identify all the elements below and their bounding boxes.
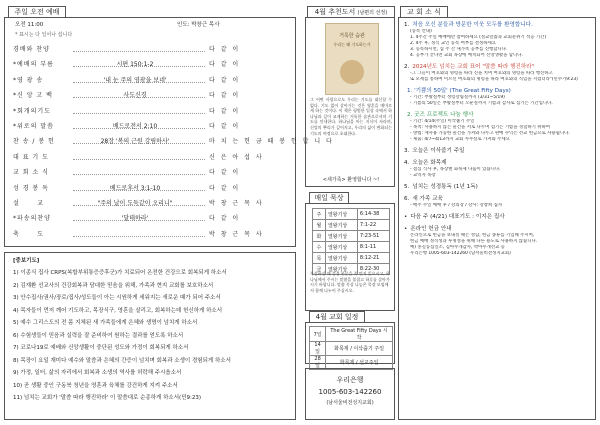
prayer-item: 11) 넘치는 교회가 '말씀 따라 행진하라' 이 말씀대로 순종하게 하소서(민9:23) [13, 395, 201, 401]
order-row [13, 197, 301, 210]
news-item-line: (등록 안내) [410, 29, 432, 34]
order-label: 축 도 [13, 230, 45, 238]
schedule-event: 화목제 / 이삭줍기 주일 [326, 342, 393, 356]
prayer-title: [중보기도] [13, 258, 40, 264]
news-item-line: - 방법: 재사용 가능한 물건을 가져와 나누고 판매 수익은 선교 헌금으로 사용됩니다. [410, 131, 570, 136]
news-item-number: • [404, 226, 408, 232]
new-family-tagline: <새가족> 환영합니다 ~! [322, 177, 380, 183]
order-participant: 박 창 근 목 사 [209, 230, 264, 238]
order-participant: 다 같 이 [209, 46, 241, 53]
worship-leader: 인도: 박창근 목사 [177, 22, 220, 28]
news-item-heading [404, 63, 592, 71]
news-item-title: 2. 굿즈 프로젝트 나눔 행사 [407, 112, 474, 118]
news-item [404, 147, 592, 155]
news-item-line: - 제출: 4/7~4/13까지 교회 사무실로 가져와 주세요 [410, 137, 510, 142]
meditation-row [313, 231, 390, 242]
schedule-box [305, 322, 395, 369]
book-cover [325, 23, 379, 95]
meditation-name: 열왕기상 [325, 220, 357, 231]
meditation-ref: 6:14-38 [357, 209, 389, 220]
prayer-item: 4) 목자들이 먼저 깨어 기도하고, 목장식구, 영혼을 살리고, 회복하는데 헌신하게 하소서 [13, 307, 223, 314]
order-participant: 다 같 이 [209, 76, 241, 84]
news-item-heading [404, 147, 592, 155]
news-item-title: 오늘은 화목제 [412, 160, 447, 166]
meditation-row [313, 253, 390, 264]
news-item-line: - 교역자 목장 [410, 173, 436, 178]
news-item-title: 넘치는 성경통독 (1년 1독) [412, 184, 478, 190]
order-content: 사도신경 [123, 92, 147, 100]
news-item-line: - 기쁨의 50일은 부활절부터 오순절까지 기쁨과 감사로 섬기는 기간입니다. [410, 101, 553, 106]
book-tab-title: 4월 추천도서 [314, 8, 356, 16]
order-label: *파송의찬양 [13, 215, 51, 223]
order-content: "주의 날이 도둑같이 오리니" [97, 200, 173, 207]
book-tab-sub: (남편의 선정) [357, 10, 388, 16]
news-item-line: - 기간: 부활절부터 성령강림절까지 (3/31~5/19) [410, 95, 505, 100]
order-label: 교 회 소 식 [13, 169, 49, 177]
meditation-row [313, 209, 390, 220]
news-item-heading [404, 195, 592, 203]
news-item-number: 4. [404, 160, 410, 166]
news-item [404, 87, 592, 107]
meditation-ref: 8:12-21 [357, 253, 389, 264]
prayer-item: 8) 목장이 요일 재미다 예수와 말씀과 은혜의 간증이 넘치며 회복과 소생이 경험되게 하소서 [13, 357, 231, 364]
news-item-line: 예) 홍길동십일조, 김아무개감사, 박아무개선교 등 [410, 245, 505, 250]
prayer-box [4, 252, 296, 420]
news-item [404, 159, 592, 179]
schedule-day: 14일 [310, 342, 326, 356]
order-participant: 마 치 는 헌 금 때 봉 헌 합 니 다 [209, 138, 334, 146]
schedule-day: 7일 [310, 327, 326, 342]
schedule-row [310, 327, 393, 342]
news-item-line: 또 모세를 통하여 이르신 여호와의 명령을 따라 여호와의 직임을 지켰더라"(민수기9:23) [410, 77, 578, 82]
prayer-list [13, 270, 293, 408]
news-item-line: 온라인으로 헌금을 보내실 때는 성함, 헌금 종류를 기입해 주시며, [410, 233, 535, 238]
order-label: *예배의 부름 [13, 61, 54, 69]
news-item-line: 2. 4주 후, 정식 교인 등록 여부를 결정하세요 [410, 41, 497, 46]
meditation-day: 목 [313, 253, 326, 264]
news-item-heading [404, 213, 592, 221]
order-label: 경배와 찬양 [13, 46, 50, 53]
order-leader-dots [73, 228, 205, 237]
meditation-ref: 7:23-51 [357, 231, 389, 242]
news-item-line: 헌금 예배 정직성과 투명성을 위해 다른 용도로 사용하지 않습니다. [410, 239, 538, 244]
news-item-line: - 목적: 사용하지 않는 물건을 서로 나누며 섬기는 기쁨을 경험하기 위하여 [410, 125, 551, 130]
meditation-day: 주 [313, 209, 326, 220]
book-cover-illustration [340, 60, 364, 84]
news-item-line: -그 그들이 여호와의 명령을 따라 진을 치며 여호와의 명령을 따라 행진하고 [410, 71, 553, 76]
news-tab: 교 회 소 식 [400, 6, 448, 18]
news-item-title: 1. '기쁨의 50일' (The Great Fifty Days) [407, 88, 511, 94]
schedule-row [310, 342, 393, 356]
news-item-title: 새 가족 교육 [412, 196, 443, 202]
order-content: 베드로후서 3:1-10 [109, 184, 161, 192]
meditation-row [313, 220, 390, 231]
order-row [13, 74, 301, 87]
order-label: 대 표 기 도 [13, 153, 49, 161]
order-participant: 다 같 이 [209, 92, 241, 100]
meditation-day: 월 [313, 220, 326, 231]
order-row [13, 166, 301, 179]
order-participant: 다 같 이 [209, 61, 241, 69]
order-content: 베드로전서 2:10 [112, 123, 158, 130]
stand-note: * 표시는 다 일어나 섭니다 [15, 32, 73, 38]
news-item-title: 다음 주 (4/21) 대표기도 : 이지은 집사 [410, 214, 505, 220]
order-participant: 다 같 이 [209, 107, 241, 115]
meditation-name: 열왕기상 [325, 231, 357, 242]
meditation-day: 수 [313, 242, 326, 253]
order-participant: 다 같 이 [209, 169, 241, 177]
order-label: 성 경 봉 독 [13, 184, 49, 192]
order-row [13, 135, 334, 148]
news-item [404, 63, 592, 83]
news-item-heading [404, 159, 592, 167]
order-participant: 신 은 아 섭 사 [209, 153, 264, 161]
account-bank: 우리은행 [336, 376, 364, 384]
news-item-line: - 기간: 4/14(주일) 이삭줍기 주일 [410, 119, 475, 124]
meditation-ref: 8:1-11 [357, 242, 389, 253]
news-item-number: 5. [404, 184, 410, 190]
meditation-table [312, 208, 390, 275]
news-item-number: 1. [404, 22, 410, 28]
book-description: 그 어떤 사랑으로도 우리는 기도를 대신할 수 없다. 기도 없이 살아가는 것은 영혼을 메마르게 하는 것이다. 이 책은 평범한 일상 속에서 하나님과 깊이 교제하는 거룩한 습관으로서의 기도를 안내한다. 하나님을 아는 지식이 자라며, 신앙의 뿌리가 깊어지고, 우리의 삶이 변화되는 기도의 여정으로 초대한다. [310, 97, 392, 136]
order-row [13, 105, 301, 118]
order-content: 시편 150:1-2 [116, 61, 154, 69]
news-item-title: 온라인 헌금 안내 [410, 226, 452, 232]
news-item-line: - 매주 주일 예배 후 / 강의장 / 강사: 강창희 집사 [410, 203, 503, 208]
order-row [13, 212, 301, 225]
news-item-title: 처음 오신 분들과 방문한 이웃 모두를 환영합니다. [412, 22, 533, 28]
prayer-item: 7) 코로나19로 예배와 신앙생활이 중단된 성도와 가정이 회복되게 하소서 [13, 345, 189, 351]
meditation-day: 화 [313, 231, 326, 242]
meditation-box [305, 203, 395, 311]
prayer-item: 9) 가정, 일터, 삶의 자리에서 회복과 소생의 역사를 허락해 주시옵소서 [13, 370, 182, 376]
meditation-name: 열왕기상 [325, 209, 357, 220]
order-row [13, 228, 301, 241]
order-participant: 박 창 근 목 사 [209, 200, 264, 207]
news-item-line: 4. 공부가 끝나면 교회 목장에 배치되어 신앙생활을 합니다. [410, 53, 523, 58]
meditation-note: 묵상하실 때 성경 본문을 꼭 먼저 읽으시고, 하나님께서 주시는 말씀을 붙잡고 하루를 살아가시기 바랍니다. 말씀 묵상 나눔은 목장 모임에서 함께 나누어 주십시오. [310, 271, 390, 293]
schedule-day: 28일 [310, 356, 326, 370]
news-item-heading [404, 21, 592, 29]
news-item-title: 2024년도 넘치는 교회 표어 "말씀 따라 행진하라" [412, 64, 535, 70]
meditation-name: 열왕기상 [325, 253, 357, 264]
news-item-number: 3. [404, 148, 410, 154]
news-item-heading [404, 183, 592, 191]
order-participant: 다 같 이 [209, 123, 241, 130]
meditation-name: 열왕기상 [325, 264, 357, 275]
news-item-number: 6. [404, 196, 410, 202]
schedule-event: 화목제 / 선교주일 [326, 356, 393, 370]
news-item [404, 111, 592, 143]
order-row [13, 43, 301, 56]
news-item-number: 2. [404, 64, 410, 70]
order-row [13, 182, 301, 195]
news-item-line: 1. 4주간 주일 예배에만 참여하세요 (설교말씀과 교회분위기 적응 기간) [410, 35, 547, 40]
news-item-title: 오늘은 이삭줍기 주일 [412, 148, 465, 154]
order-label: *회개의기도 [13, 107, 51, 115]
order-content: '달태하라' [121, 215, 149, 223]
news-item-heading [404, 111, 592, 119]
news-list [400, 21, 596, 261]
news-item [404, 225, 592, 257]
order-label: *영 광 송 [13, 76, 44, 84]
account-number: 1005-603-142260 [318, 388, 382, 396]
news-item-number: • [404, 214, 408, 220]
meditation-row [313, 242, 390, 253]
news-item [404, 183, 592, 191]
prayer-item: 5) 예수 그리스도의 전 몸 지체된 새 가족들에게 은혜와 생명이 넘치게 하소서 [13, 320, 198, 326]
order-leader-dots [73, 151, 205, 160]
order-row [13, 58, 301, 71]
book-cover-title: 거룩한 습관 [339, 33, 365, 39]
order-label: 찬 송 / 봉 헌 [13, 138, 55, 146]
worship-tab: 주일 오전 예배 [8, 6, 66, 18]
order-leader-dots [73, 43, 205, 52]
prayer-item: 1) 이종식 집사 CRPS(복합부위통증증후군)가 치료되어 온전한 건강으로 회복되게 하소서 [13, 270, 227, 276]
order-leader-dots [73, 105, 205, 114]
account-holder: (남서울비전성지교회) [326, 400, 374, 406]
book-cover-sub: 우리는 왜 기도하는가 [333, 42, 371, 47]
news-item-line: 우리은행 1005-603-142260 (남서울비전성지교회) [410, 251, 511, 256]
order-row [13, 120, 301, 133]
order-label: *신 앙 고 백 [13, 92, 53, 100]
meditation-day: 금 [313, 264, 326, 275]
order-row [13, 89, 301, 102]
news-item-line: - 점심 식사 후, 목장별 화목제 나눔이 있습니다. [410, 167, 501, 172]
prayer-item: 2) 김재환 선교사의 건강회복과 담대한 믿음을 위해, 가족과 현지 교회를 보호하소서 [13, 282, 214, 289]
schedule-event: The Great Fifty Days 시작 [326, 327, 393, 342]
schedule-tab: 4월 교회 일정 [309, 311, 365, 323]
meditation-ref: 7:1-22 [357, 220, 389, 231]
meditation-name: 열왕기상 [325, 242, 357, 253]
news-item-heading [404, 225, 592, 233]
order-row [13, 151, 301, 164]
worship-time: 오전 11:00 [15, 22, 44, 28]
book-box [305, 17, 395, 187]
meditation-tab: 매일 묵상 [309, 192, 349, 204]
order-content: '내 눈 주의 영광을 보네' [103, 76, 167, 84]
news-item-line: 3. 등록하시면, 십 주 간 새가족 공부를 진행합니다. [410, 47, 508, 52]
account-box [305, 368, 395, 420]
order-leader-dots [73, 166, 205, 175]
order-label: 설 교 [13, 200, 45, 207]
prayer-item: 10) 곧 생활 중인 구동북 청년을 영혼과 육체를 강건하게 지켜 주소서 [13, 382, 178, 389]
schedule-table [309, 326, 393, 370]
order-participant: 다 같 이 [209, 184, 241, 192]
news-item [404, 195, 592, 209]
prayer-item: 3) 안수집사/권사/장로/집사/성도들이 아는 시원하게 세워지는 새로운 때가 되어 주소서 [13, 295, 221, 301]
news-item [404, 21, 592, 59]
news-item [404, 213, 592, 221]
order-label: *위로의 말씀 [13, 123, 54, 130]
order-participant: 다 같 이 [209, 215, 241, 223]
order-content: 28장 '복의 근원 강림하사' [100, 138, 170, 146]
news-item-heading [404, 87, 592, 95]
prayer-item: 6) 수험생들이 믿음과 실력을 잘 준비하여 원하는 결과를 얻도록 하소서 [13, 332, 184, 339]
meditation-ref: 8:22-30 [357, 264, 389, 275]
